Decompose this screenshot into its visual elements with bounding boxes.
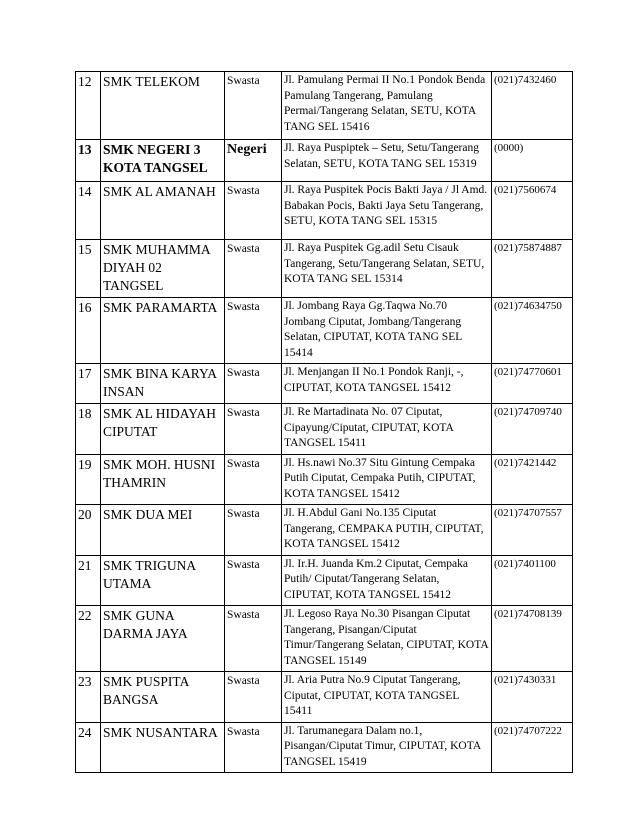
school-status: Swasta <box>225 240 282 298</box>
school-status: Negeri <box>225 140 282 182</box>
school-status: Swasta <box>225 454 282 505</box>
school-status: Swasta <box>225 182 282 240</box>
school-address: Jl. Aria Putra No.9 Ciputat Tangerang, Ciputat, CIPUTAT, KOTA TANGSEL 15411 <box>282 672 492 723</box>
school-phone: (021)74770601 <box>492 364 573 404</box>
school-name: SMK MOH. HUSNI THAMRIN <box>101 454 225 505</box>
school-address: Jl. Hs.nawi No.37 Situ Gintung Cempaka Putih Ciputat, Cempaka Putih, CIPUTAT, KOTA TANGSEL 15412 <box>282 454 492 505</box>
school-phone: (021)7421442 <box>492 454 573 505</box>
school-address: Jl. Menjangan II No.1 Pondok Ranji, -, CIPUTAT, KOTA TANGSEL 15412 <box>282 364 492 404</box>
school-name: SMK GUNA DARMA JAYA <box>101 606 225 672</box>
row-number: 17 <box>76 364 101 404</box>
row-number: 13 <box>76 140 101 182</box>
table-row <box>76 240 573 298</box>
row-number: 18 <box>76 404 101 455</box>
school-address: Jl. Raya Puspitek Pocis Bakti Jaya / Jl Amd. Babakan Pocis, Bakti Jaya Setu Tangerang, SETU, KOTA TANG SEL 15315 <box>282 182 492 240</box>
row-number: 21 <box>76 555 101 606</box>
school-phone: (021)74707557 <box>492 505 573 556</box>
table-row <box>76 140 573 182</box>
school-status: Swasta <box>225 404 282 455</box>
school-name: SMK PUSPITA BANGSA <box>101 672 225 723</box>
school-status: Swasta <box>225 364 282 404</box>
school-status: Swasta <box>225 555 282 606</box>
school-phone: (021)74634750 <box>492 298 573 364</box>
school-status: Swasta <box>225 722 282 773</box>
school-status: Swasta <box>225 672 282 723</box>
row-number: 19 <box>76 454 101 505</box>
row-number: 20 <box>76 505 101 556</box>
table-row <box>76 555 573 606</box>
school-status: Swasta <box>225 72 282 140</box>
table-row <box>76 72 573 140</box>
school-address: Jl. H.Abdul Gani No.135 Ciputat Tangerang, CEMPAKA PUTIH, CIPUTAT, KOTA TANGSEL 15412 <box>282 505 492 556</box>
row-number: 12 <box>76 72 101 140</box>
table-row <box>76 404 573 455</box>
school-address: Jl. Pamulang Permai II No.1 Pondok Benda Pamulang Tangerang, Pamulang Permai/Tangerang Selatan, SETU, KOTA TANG SEL 15416 <box>282 72 492 140</box>
school-name: SMK BINA KARYA INSAN <box>101 364 225 404</box>
school-address: Jl. Re Martadinata No. 07 Ciputat, Cipayung/Ciputat, CIPUTAT, KOTA TANGSEL 15411 <box>282 404 492 455</box>
school-status: Swasta <box>225 505 282 556</box>
school-name: SMK AL AMANAH <box>101 182 225 240</box>
row-number: 14 <box>76 182 101 240</box>
school-phone: (021)74707222 <box>492 722 573 773</box>
table-row <box>76 672 573 723</box>
school-name: SMK TRIGUNA UTAMA <box>101 555 225 606</box>
school-phone: (021)7560674 <box>492 182 573 240</box>
school-phone: (021)7432460 <box>492 72 573 140</box>
table-row <box>76 505 573 556</box>
school-table-body <box>76 72 573 773</box>
school-name: SMK MUHAMMA DIYAH 02 TANGSEL <box>101 240 225 298</box>
row-number: 23 <box>76 672 101 723</box>
row-number: 22 <box>76 606 101 672</box>
school-phone: (021)75874887 <box>492 240 573 298</box>
school-name: SMK DUA MEI <box>101 505 225 556</box>
school-status: Swasta <box>225 298 282 364</box>
table-row <box>76 364 573 404</box>
school-name: SMK NEGERI 3 KOTA TANGSEL <box>101 140 225 182</box>
school-name: SMK AL HIDAYAH CIPUTAT <box>101 404 225 455</box>
school-phone: (021)7401100 <box>492 555 573 606</box>
school-address: Jl. Ir.H. Juanda Km.2 Ciputat, Cempaka Putih/ Ciputat/Tangerang Selatan, CIPUTAT, KOTA TANGSEL 15412 <box>282 555 492 606</box>
school-phone: (0000) <box>492 140 573 182</box>
school-address: Jl. Tarumanegara Dalam no.1, Pisangan/Ciputat Timur, CIPUTAT, KOTA TANGSEL 15419 <box>282 722 492 773</box>
row-number: 16 <box>76 298 101 364</box>
school-name: SMK NUSANTARA <box>101 722 225 773</box>
row-number: 15 <box>76 240 101 298</box>
table-row <box>76 182 573 240</box>
school-address: Jl. Raya Puspiptek – Setu, Setu/Tangerang Selatan, SETU, KOTA TANG SEL 15319 <box>282 140 492 182</box>
school-address: Jl. Jombang Raya Gg.Taqwa No.70 Jombang Ciputat, Jombang/Tangerang Selatan, CIPUTAT, KOTA TANG SEL 15414 <box>282 298 492 364</box>
school-phone: (021)74708139 <box>492 606 573 672</box>
school-address: Jl. Legoso Raya No.30 Pisangan Ciputat Tangerang, Pisangan/Ciputat Timur/Tangerang Selatan, CIPUTAT, KOTA TANGSEL 15149 <box>282 606 492 672</box>
school-table <box>75 71 573 773</box>
school-phone: (021)74709740 <box>492 404 573 455</box>
school-name: SMK TELEKOM <box>101 72 225 140</box>
table-row <box>76 722 573 773</box>
school-phone: (021)7430331 <box>492 672 573 723</box>
table-row <box>76 298 573 364</box>
table-row <box>76 606 573 672</box>
school-address: Jl. Raya Puspitek Gg.adil Setu Cisauk Tangerang, Setu/Tangerang Selatan, SETU, KOTA TANG SEL 15314 <box>282 240 492 298</box>
table-row <box>76 454 573 505</box>
school-status: Swasta <box>225 606 282 672</box>
school-name: SMK PARAMARTA <box>101 298 225 364</box>
row-number: 24 <box>76 722 101 773</box>
